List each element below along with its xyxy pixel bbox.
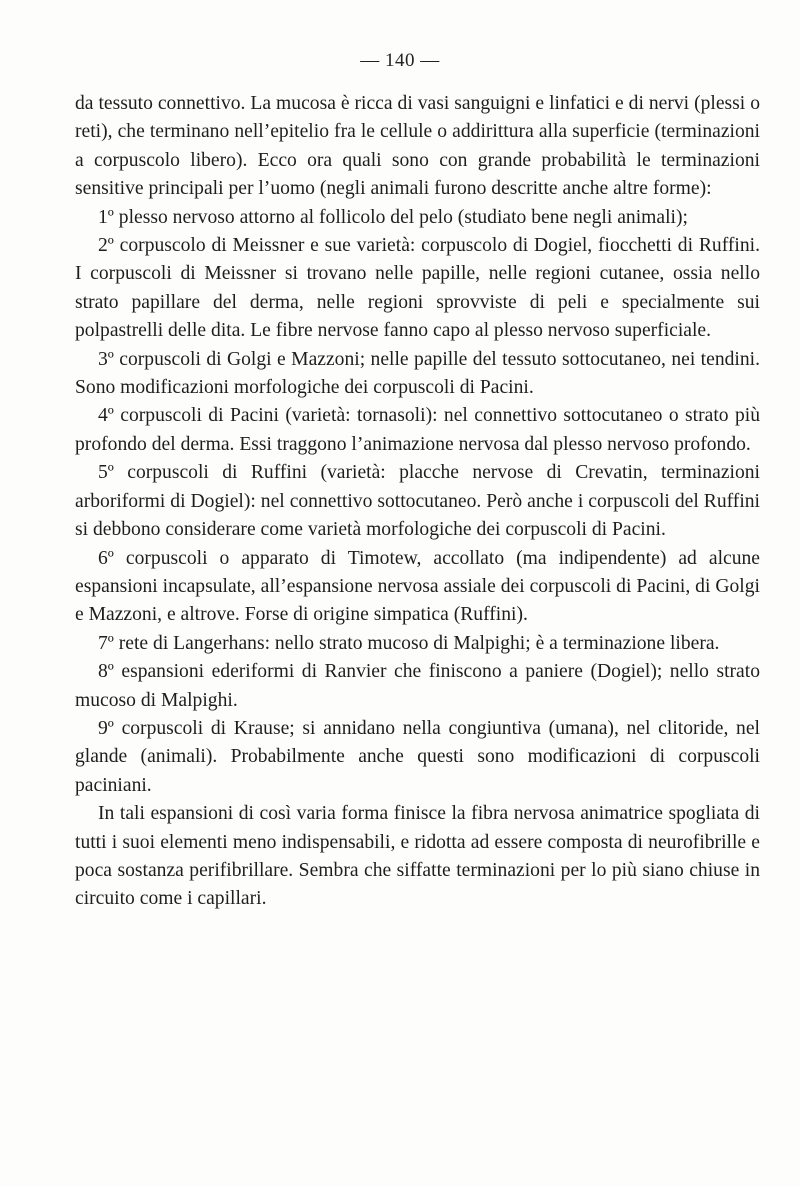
- list-item-4: 4º corpuscoli di Pacini (varietà: tornasoli): nel connettivo sottocutaneo o strato più profondo del derma. Essi traggono l’animazione nervosa dal plesso nervoso profondo.: [75, 405, 760, 455]
- paragraph-conclusion: In tali espansioni di così varia forma finisce la fibra nervosa animatrice spogliata di tutti i suoi elementi meno indispensabili, e ridotta ad essere composta di neurofibrille e poca sostanza perifibrillare. Sembra che siffatte terminazioni per lo più siano chiuse in circuito come i capillari.: [75, 803, 760, 910]
- list-item-9: 9º corpuscoli di Krause; si annidano nella congiuntiva (umana), nel clitoride, nel glande (animali). Probabilmente anche questi sono modificazioni di corpuscoli paciniani.: [75, 717, 760, 796]
- list-item-7: 7º rete di Langerhans: nello strato mucoso di Malpighi; è a terminazione libera.: [98, 632, 720, 654]
- list-item-1: 1º plesso nervoso attorno al follicolo del pelo (studiato bene negli animali);: [98, 206, 688, 228]
- list-item-5: 5º corpuscoli di Ruffini (varietà: placche nervose di Crevatin, terminazioni arboriformi di Dogiel): nel connettivo sottocutaneo. Però anche i corpuscoli del Ruffini si debbono considerare come varietà morfologiche dei corpuscoli di Pacini.: [75, 462, 760, 541]
- list-item-6: 6º corpuscoli o apparato di Timotew, accollato (ma indipendente) ad alcune espansioni incapsulate, all’espansione nervosa assiale dei corpuscoli di Pacini, di Golgi e Mazzoni, e altrove. Forse di origine simpatica (Ruffini).: [75, 547, 760, 626]
- body-text: [75, 90, 760, 914]
- list-item-3: 3º corpuscoli di Golgi e Mazzoni; nelle papille del tessuto sottocutaneo, nei tendini. Sono modificazioni morfologiche dei corpuscoli di Pacini.: [75, 348, 760, 399]
- paragraph-intro: da tessuto connettivo. La mucosa è ricca di vasi sanguigni e linfatici e di nervi (plessi o reti), che terminano nell’epitelio fra le cellule o addirittura alla superficie (terminazioni a corpuscolo libero). Ecco ora quali sono con grande probabilità le terminazioni sensitive principali per l’uomo (negli animali furono descritte anche altre forme):: [75, 93, 760, 200]
- list-item-2: 2º corpuscolo di Meissner e sue varietà: corpuscolo di Dogiel, fiocchetti di Ruffini. I corpuscoli di Meissner si trovano nelle papille, nelle regioni cutanee, ossia nello strato papillare del derma, nelle regioni sprovviste di peli e specialmente sui polpastrelli delle dita. Le fibre nervose fanno capo al plesso nervoso superficiale.: [75, 235, 760, 342]
- page-number: — 140 —: [360, 50, 440, 71]
- list-item-8: 8º espansioni ederiformi di Ranvier che finiscono a paniere (Dogiel); nello strato mucoso di Malpighi.: [75, 661, 760, 711]
